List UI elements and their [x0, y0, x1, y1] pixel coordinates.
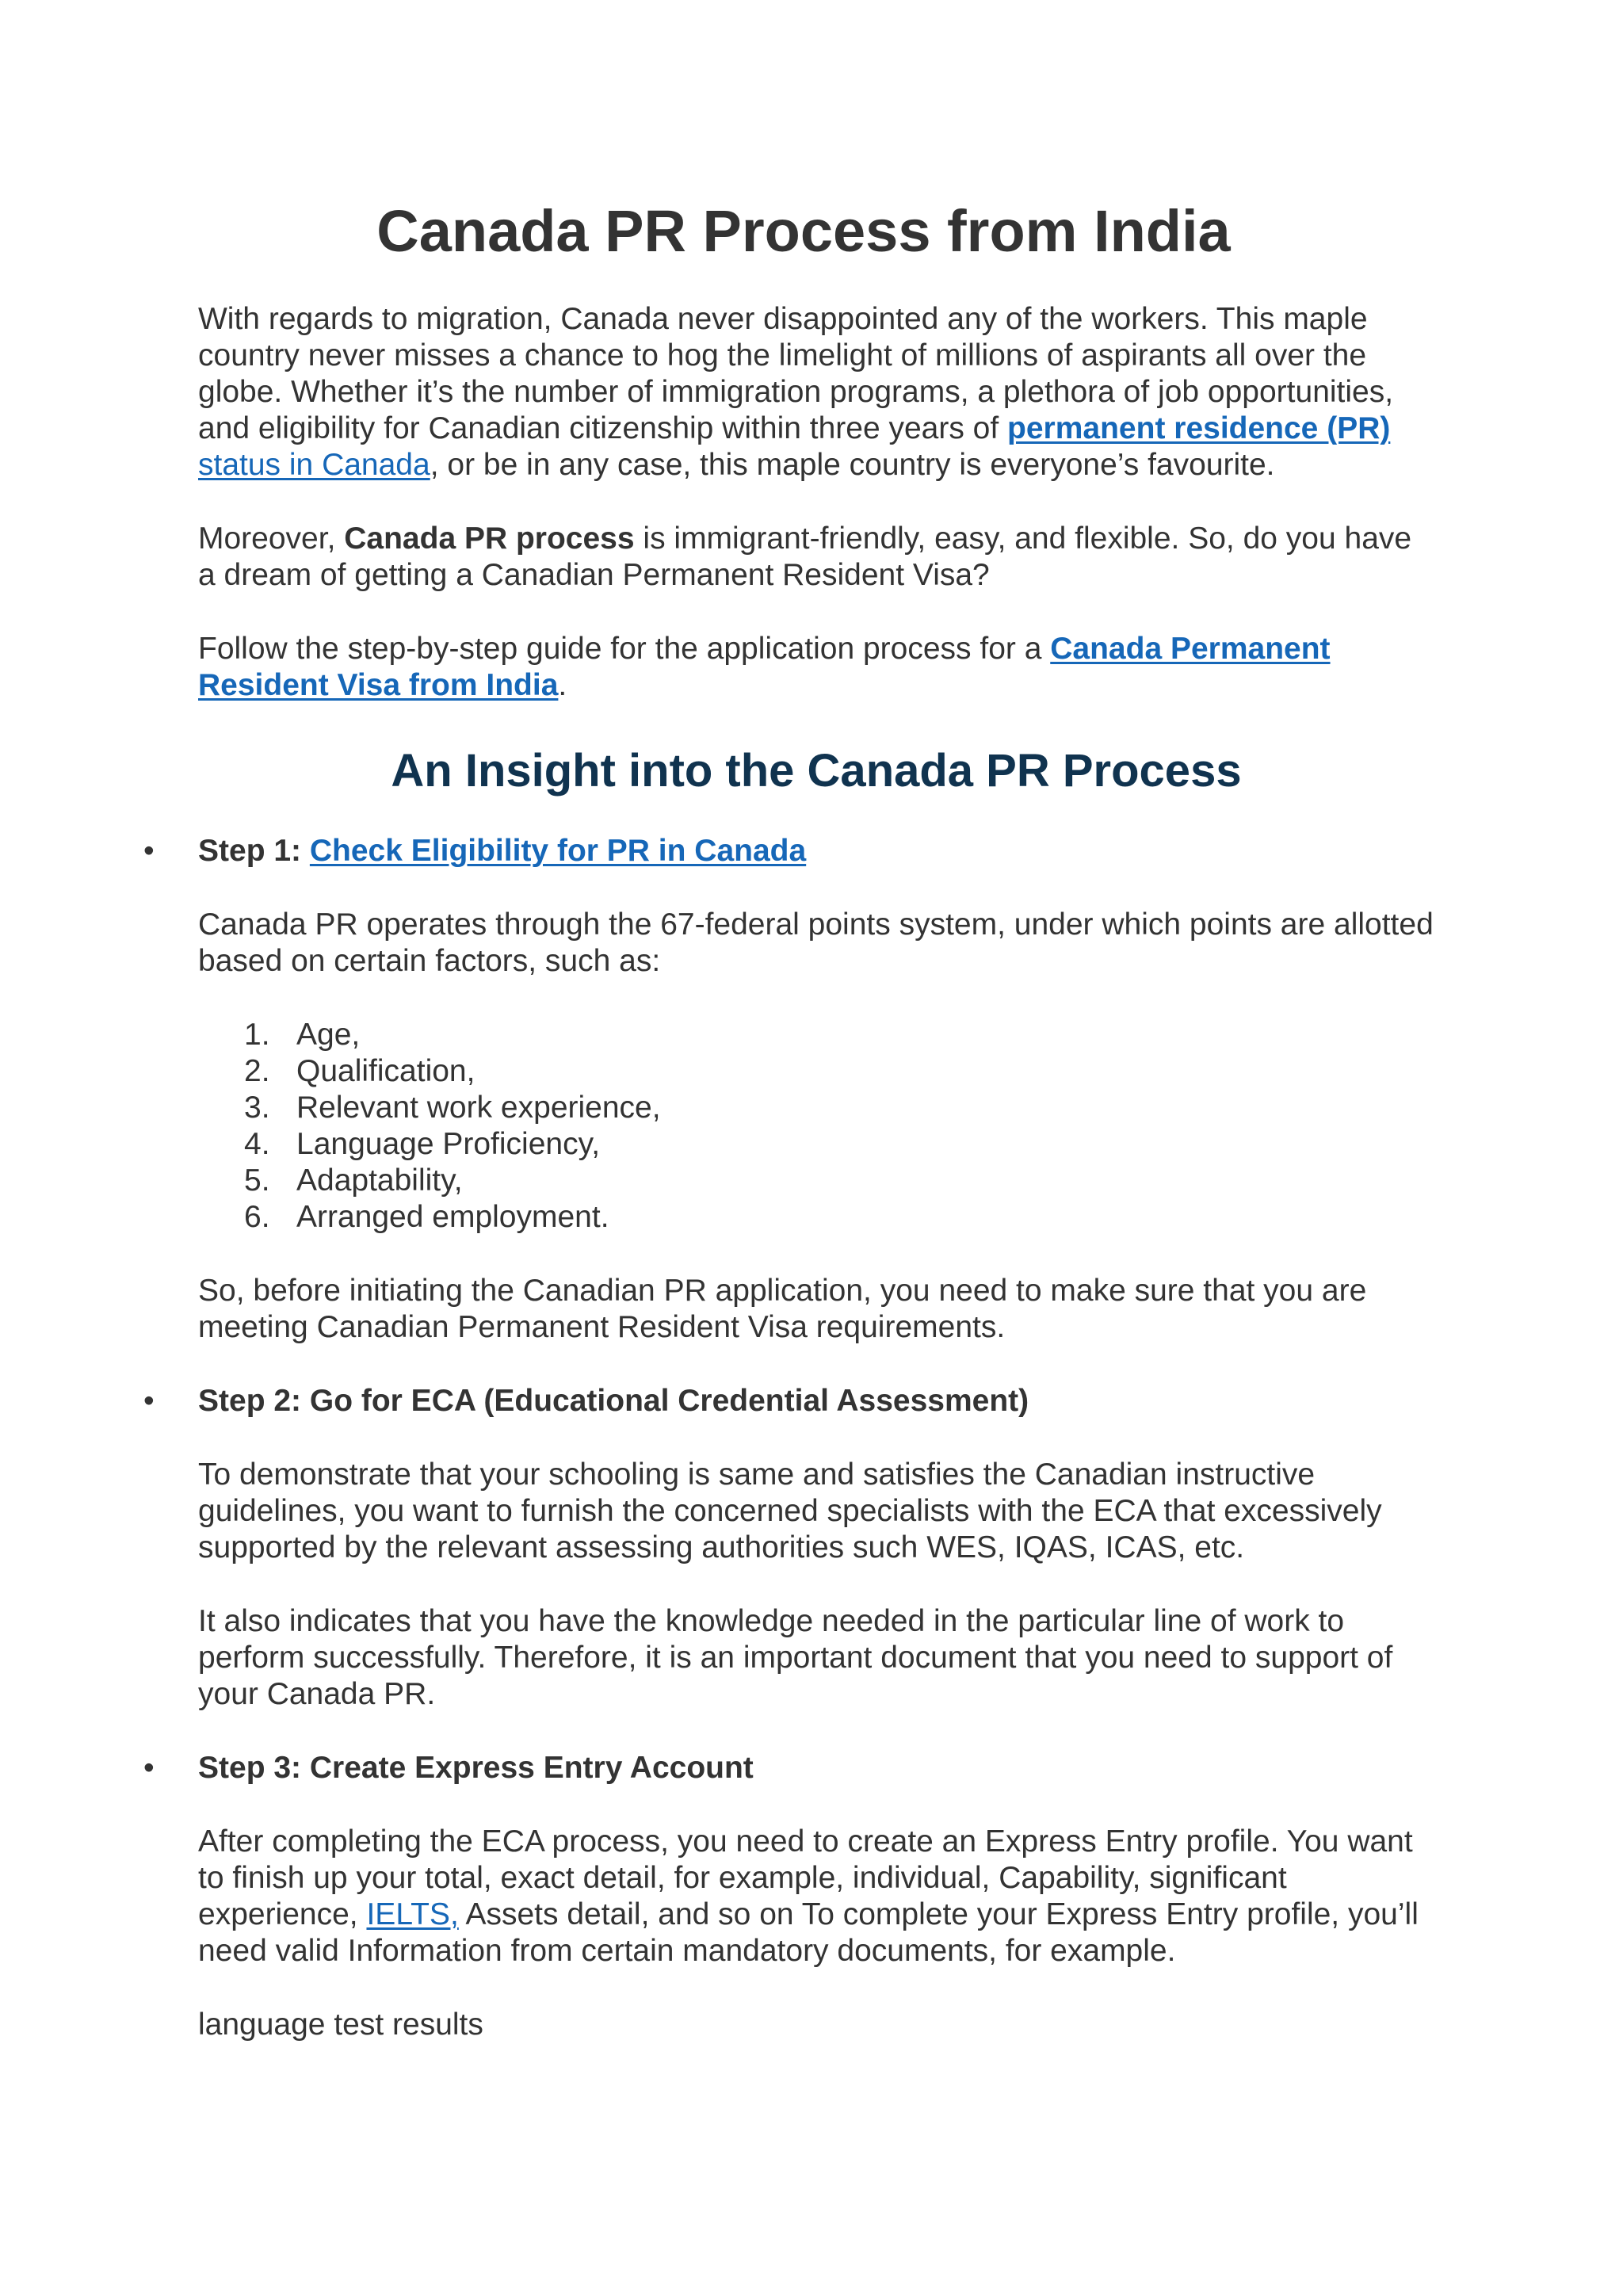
- bullet-glyph: •: [143, 834, 155, 868]
- list-item: [244, 1163, 1434, 1199]
- list-text: Age,: [296, 1018, 361, 1052]
- step-2: [143, 1383, 1434, 1713]
- list-number: 2.: [244, 1054, 270, 1088]
- step-label: Step 1:: [198, 834, 310, 868]
- document-page: [143, 187, 1434, 2080]
- list-text: Qualification,: [296, 1054, 475, 1088]
- list-item: [244, 1199, 1434, 1236]
- list-number: 3.: [244, 1091, 270, 1125]
- intro-text: Moreover,: [198, 521, 345, 556]
- intro-text: is immigrant-friendly, easy, and flexible. So, do you have a dream of getting a Canadian Permanent Resident Visa?: [198, 521, 1412, 592]
- list-number: 4.: [244, 1127, 270, 1161]
- list-text: Arranged employment.: [296, 1200, 609, 1234]
- step-1: [143, 833, 1434, 1346]
- intro-paragraph-3: [198, 631, 1434, 704]
- list-number: 1.: [244, 1018, 270, 1052]
- bullet-glyph: •: [143, 1384, 155, 1418]
- list-number: 5.: [244, 1163, 270, 1198]
- step-heading: [198, 833, 1434, 869]
- list-text: Adaptability,: [296, 1163, 463, 1198]
- step-1-paragraph-1: Canada PR operates through the 67-federal points system, under which points are allotted based on certain factors, such as:: [198, 907, 1434, 978]
- step-3: [143, 1750, 1434, 2043]
- intro-paragraph-2: [198, 521, 1434, 594]
- list-item: [244, 1090, 1434, 1126]
- ielts-link[interactable]: IELTS,: [366, 1897, 459, 1931]
- step-heading: Step 2: Go for ECA (Educational Credential Assessment): [198, 1384, 1029, 1418]
- factors-list: [198, 1017, 1434, 1236]
- list-text: Relevant work experience,: [296, 1091, 661, 1125]
- section-title: An Insight into the Canada PR Process: [391, 745, 1242, 797]
- step-2-paragraph-2: It also indicates that you have the knowledge needed in the particular line of work to perform successfully. Therefore, it is an important document that you need to support of your Canada PR.: [198, 1604, 1393, 1711]
- check-eligibility-link[interactable]: Check Eligibility for PR in Canada: [309, 834, 807, 868]
- list-item: [244, 1017, 1434, 1053]
- intro-text: , or be in any case, this maple country is everyone’s favourite.: [430, 448, 1275, 482]
- intro-text: Follow the step-by-step guide for the application process for a: [198, 632, 1051, 666]
- intro-text: .: [558, 668, 567, 702]
- list-item: [244, 1053, 1434, 1090]
- step-3-paragraph-2: language test results: [198, 2008, 483, 2042]
- step-2-paragraph-1: To demonstrate that your schooling is same and satisfies the Canadian instructive guidelines, you want to furnish the concerned specialists with the ECA that excessively supported by the relevant assessing authorities such WES, IQAS, ICAS, etc.: [198, 1457, 1382, 1564]
- permanent-residence-link[interactable]: permanent residence (PR): [1007, 411, 1391, 445]
- list-text: Language Proficiency,: [296, 1127, 601, 1161]
- intro-paragraph-1: [198, 301, 1434, 483]
- step-text: After completing the ECA process, you need to create an Express Entry profile. You want to finish up your total, exact detail, for example, individual, Capability, significant experience,: [198, 1824, 1413, 1931]
- steps-list: [143, 833, 1434, 2043]
- step-1-paragraph-2: So, before initiating the Canadian PR application, you need to make sure that you are meeting Canadian Permanent Resident Visa requirements.: [198, 1274, 1367, 1344]
- status-in-canada-link[interactable]: status in Canada: [198, 448, 430, 482]
- step-3-paragraph-1: [198, 1824, 1434, 1969]
- pr-process-emphasis: Canada PR process: [344, 521, 635, 556]
- bullet-glyph: •: [143, 1751, 155, 1785]
- intro-text: With regards to migration, Canada never disappointed any of the workers. This maple country never misses a chance to hog the limelight of millions of aspirants all over the globe. Whether it’s the number of immigration programs, a plethora of job opportunities, and eligibility for Canadian citizenship within three years of: [198, 302, 1394, 445]
- list-item: [244, 1126, 1434, 1163]
- step-text: Assets detail, and so on To complete your Express Entry profile, you’ll need valid Information from certain mandatory documents, for example.: [198, 1897, 1419, 1968]
- list-number: 6.: [244, 1200, 270, 1234]
- step-heading: Step 3: Create Express Entry Account: [198, 1751, 754, 1785]
- page-title: Canada PR Process from India: [376, 198, 1231, 264]
- pr-visa-from-india-link[interactable]: Canada Permanent Resident Visa from India: [198, 632, 1331, 702]
